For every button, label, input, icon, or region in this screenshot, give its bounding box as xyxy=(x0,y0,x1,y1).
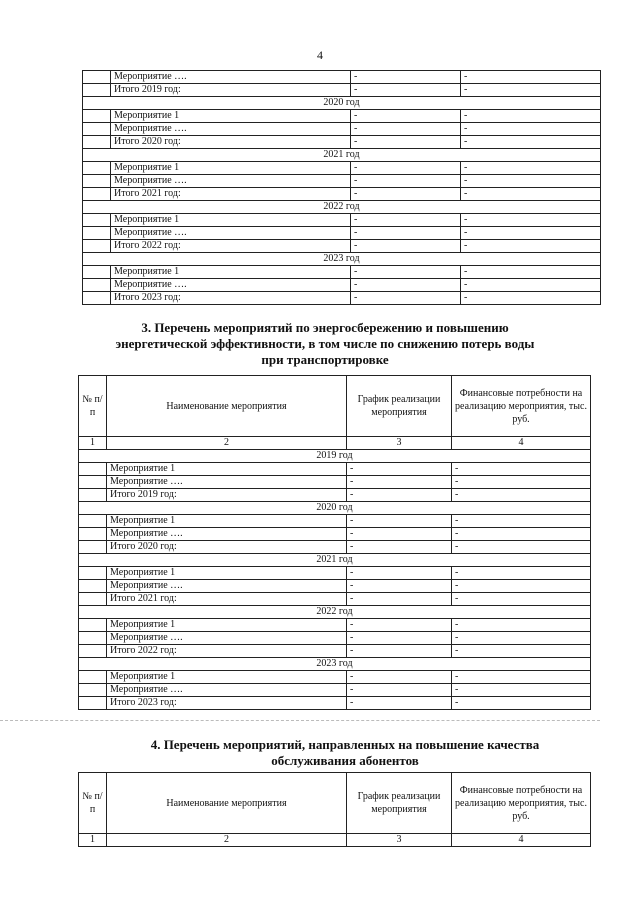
row-number-cell xyxy=(83,110,111,123)
row-number-cell xyxy=(83,214,111,227)
measure-name-cell: Итого 2023 год: xyxy=(111,292,351,305)
financing-cell: - xyxy=(461,279,601,292)
schedule-cell: - xyxy=(351,71,461,84)
table-row xyxy=(79,619,591,632)
financing-cell: - xyxy=(461,84,601,97)
table-row xyxy=(79,476,591,489)
measure-name-cell: Мероприятие …. xyxy=(111,123,351,136)
financing-cell: - xyxy=(452,567,591,580)
column-number-row xyxy=(79,437,591,450)
table-row xyxy=(83,84,601,97)
schedule-cell: - xyxy=(351,136,461,149)
column-number-cell: 2 xyxy=(107,437,347,450)
year-row xyxy=(83,149,601,162)
column-number-cell: 4 xyxy=(452,437,591,450)
schedule-cell: - xyxy=(347,541,452,554)
measure-name-cell: Мероприятие …. xyxy=(107,528,347,541)
row-number-cell xyxy=(83,227,111,240)
table-row xyxy=(79,697,591,710)
measure-name-cell: Итого 2020 год: xyxy=(111,136,351,149)
year-row xyxy=(79,450,591,463)
row-number-cell xyxy=(79,671,107,684)
row-number-cell xyxy=(83,123,111,136)
header-financing: Финансовые потребности на реализацию мероприятия, тыс. руб. xyxy=(452,376,591,437)
year-label-cell: 2023 год xyxy=(83,253,601,266)
row-number-cell xyxy=(79,463,107,476)
financing-cell: - xyxy=(461,292,601,305)
financing-cell: - xyxy=(452,645,591,658)
financing-cell: - xyxy=(461,266,601,279)
year-label-cell: 2022 год xyxy=(79,606,591,619)
table-header-row xyxy=(79,376,591,437)
financing-cell: - xyxy=(452,489,591,502)
row-number-cell xyxy=(79,541,107,554)
schedule-cell: - xyxy=(347,645,452,658)
row-number-cell xyxy=(83,84,111,97)
schedule-cell: - xyxy=(347,684,452,697)
measure-name-cell: Мероприятие 1 xyxy=(107,463,347,476)
header-schedule: График реализации мероприятия xyxy=(347,376,452,437)
measure-name-cell: Мероприятие …. xyxy=(111,71,351,84)
financing-cell: - xyxy=(461,162,601,175)
financing-cell: - xyxy=(461,123,601,136)
financing-cell: - xyxy=(461,214,601,227)
measure-name-cell: Итого 2022 год: xyxy=(107,645,347,658)
table-row xyxy=(83,71,601,84)
measure-name-cell: Мероприятие 1 xyxy=(111,214,351,227)
header-financing: Финансовые потребности на реализацию мероприятия, тыс. руб. xyxy=(452,773,591,834)
column-number-cell: 4 xyxy=(452,834,591,847)
schedule-cell: - xyxy=(347,476,452,489)
row-number-cell xyxy=(79,697,107,710)
year-row xyxy=(83,97,601,110)
schedule-cell: - xyxy=(347,593,452,606)
financing-cell: - xyxy=(452,515,591,528)
schedule-cell: - xyxy=(351,162,461,175)
row-number-cell xyxy=(79,645,107,658)
table-row xyxy=(83,175,601,188)
measure-name-cell: Итого 2020 год: xyxy=(107,541,347,554)
table-row xyxy=(79,567,591,580)
financing-cell: - xyxy=(461,136,601,149)
table-row xyxy=(83,188,601,201)
measure-name-cell: Мероприятие …. xyxy=(107,632,347,645)
header-number: № п/п xyxy=(79,773,107,834)
measure-name-cell: Мероприятие 1 xyxy=(111,110,351,123)
year-label-cell: 2021 год xyxy=(79,554,591,567)
financing-cell: - xyxy=(461,110,601,123)
page-number: 4 xyxy=(317,48,323,62)
schedule-cell: - xyxy=(351,279,461,292)
schedule-cell: - xyxy=(347,697,452,710)
measure-name-cell: Итого 2019 год: xyxy=(111,84,351,97)
row-number-cell xyxy=(79,567,107,580)
row-number-cell xyxy=(83,188,111,201)
table-row xyxy=(83,292,601,305)
measure-name-cell: Мероприятие …. xyxy=(111,279,351,292)
schedule-cell: - xyxy=(347,463,452,476)
table-row xyxy=(79,632,591,645)
schedule-cell: - xyxy=(347,619,452,632)
column-number-row xyxy=(79,834,591,847)
row-number-cell xyxy=(79,489,107,502)
measure-name-cell: Мероприятие 1 xyxy=(107,515,347,528)
financing-cell: - xyxy=(461,175,601,188)
table-row xyxy=(79,463,591,476)
measure-name-cell: Мероприятие 1 xyxy=(107,671,347,684)
header-measure-name: Наименование мероприятия xyxy=(107,376,347,437)
row-number-cell xyxy=(79,476,107,489)
schedule-cell: - xyxy=(347,567,452,580)
table-header-row xyxy=(79,773,591,834)
row-number-cell xyxy=(83,175,111,188)
table-row xyxy=(79,515,591,528)
table-row xyxy=(83,266,601,279)
schedule-cell: - xyxy=(351,188,461,201)
financing-cell: - xyxy=(461,240,601,253)
table-row xyxy=(79,593,591,606)
row-number-cell xyxy=(79,619,107,632)
section-3-heading: 3. Перечень мероприятий по энергосбережению и повышению энергетической эффективности, в том числе по снижению потерь воды при транспортировке xyxy=(115,320,535,367)
column-number-cell: 2 xyxy=(107,834,347,847)
measure-name-cell: Мероприятие …. xyxy=(107,580,347,593)
financing-cell: - xyxy=(452,541,591,554)
table-row xyxy=(79,684,591,697)
row-number-cell xyxy=(79,684,107,697)
header-number: № п/п xyxy=(79,376,107,437)
column-number-cell: 3 xyxy=(347,834,452,847)
table-row xyxy=(83,279,601,292)
measure-name-cell: Итого 2022 год: xyxy=(111,240,351,253)
schedule-cell: - xyxy=(351,123,461,136)
year-row xyxy=(79,502,591,515)
year-label-cell: 2022 год xyxy=(83,201,601,214)
schedule-cell: - xyxy=(351,214,461,227)
column-number-cell: 3 xyxy=(347,437,452,450)
schedule-cell: - xyxy=(351,292,461,305)
row-number-cell xyxy=(79,528,107,541)
measure-name-cell: Мероприятие 1 xyxy=(111,162,351,175)
schedule-cell: - xyxy=(351,84,461,97)
financing-cell: - xyxy=(452,593,591,606)
table-row xyxy=(79,671,591,684)
table-row xyxy=(83,110,601,123)
schedule-cell: - xyxy=(347,580,452,593)
schedule-cell: - xyxy=(351,227,461,240)
table-row xyxy=(79,580,591,593)
financing-cell: - xyxy=(452,476,591,489)
measure-name-cell: Мероприятие …. xyxy=(107,476,347,489)
row-number-cell xyxy=(83,266,111,279)
row-number-cell xyxy=(83,136,111,149)
year-row xyxy=(79,554,591,567)
financing-cell: - xyxy=(461,227,601,240)
schedule-cell: - xyxy=(351,175,461,188)
table-row xyxy=(79,528,591,541)
table-row xyxy=(79,541,591,554)
year-row xyxy=(83,253,601,266)
measure-name-cell: Мероприятие 1 xyxy=(111,266,351,279)
measure-name-cell: Итого 2019 год: xyxy=(107,489,347,502)
financing-cell: - xyxy=(452,619,591,632)
table-row xyxy=(83,240,601,253)
schedule-cell: - xyxy=(351,266,461,279)
year-label-cell: 2023 год xyxy=(79,658,591,671)
row-number-cell xyxy=(83,292,111,305)
scan-artifact-line xyxy=(0,720,600,721)
financing-cell: - xyxy=(452,528,591,541)
financing-cell: - xyxy=(452,697,591,710)
measure-name-cell: Итого 2021 год: xyxy=(107,593,347,606)
table-row xyxy=(83,227,601,240)
table-row xyxy=(83,136,601,149)
financing-cell: - xyxy=(452,684,591,697)
schedule-cell: - xyxy=(347,515,452,528)
financing-cell: - xyxy=(452,463,591,476)
measure-name-cell: Мероприятие …. xyxy=(111,227,351,240)
measure-name-cell: Итого 2021 год: xyxy=(111,188,351,201)
header-schedule: График реализации мероприятия xyxy=(347,773,452,834)
financing-cell: - xyxy=(461,71,601,84)
header-measure-name: Наименование мероприятия xyxy=(107,773,347,834)
year-label-cell: 2020 год xyxy=(83,97,601,110)
row-number-cell xyxy=(83,162,111,175)
schedule-cell: - xyxy=(347,671,452,684)
year-label-cell: 2019 год xyxy=(79,450,591,463)
year-row xyxy=(83,201,601,214)
row-number-cell xyxy=(79,580,107,593)
row-number-cell xyxy=(79,632,107,645)
table-section-3 xyxy=(78,375,591,710)
table-row xyxy=(79,645,591,658)
column-number-cell: 1 xyxy=(79,834,107,847)
section-4-heading: 4. Перечень мероприятий, направленных на повышение качества обслуживания абонентов xyxy=(150,737,540,768)
schedule-cell: - xyxy=(351,110,461,123)
measure-name-cell: Мероприятие 1 xyxy=(107,619,347,632)
table-row xyxy=(83,123,601,136)
table-row xyxy=(83,214,601,227)
row-number-cell xyxy=(79,515,107,528)
schedule-cell: - xyxy=(347,489,452,502)
measure-name-cell: Итого 2023 год: xyxy=(107,697,347,710)
financing-cell: - xyxy=(452,671,591,684)
schedule-cell: - xyxy=(347,632,452,645)
row-number-cell xyxy=(79,593,107,606)
row-number-cell xyxy=(83,240,111,253)
table-row xyxy=(79,489,591,502)
financing-cell: - xyxy=(452,580,591,593)
year-label-cell: 2020 год xyxy=(79,502,591,515)
measure-name-cell: Мероприятие 1 xyxy=(107,567,347,580)
measure-name-cell: Мероприятие …. xyxy=(111,175,351,188)
column-number-cell: 1 xyxy=(79,437,107,450)
row-number-cell xyxy=(83,71,111,84)
financing-cell: - xyxy=(452,632,591,645)
year-label-cell: 2021 год xyxy=(83,149,601,162)
schedule-cell: - xyxy=(347,528,452,541)
financing-cell: - xyxy=(461,188,601,201)
row-number-cell xyxy=(83,279,111,292)
table-row xyxy=(83,162,601,175)
table-section-4 xyxy=(78,772,591,847)
schedule-cell: - xyxy=(351,240,461,253)
measure-name-cell: Мероприятие …. xyxy=(107,684,347,697)
table-section-2-continued xyxy=(82,70,601,305)
year-row xyxy=(79,606,591,619)
year-row xyxy=(79,658,591,671)
